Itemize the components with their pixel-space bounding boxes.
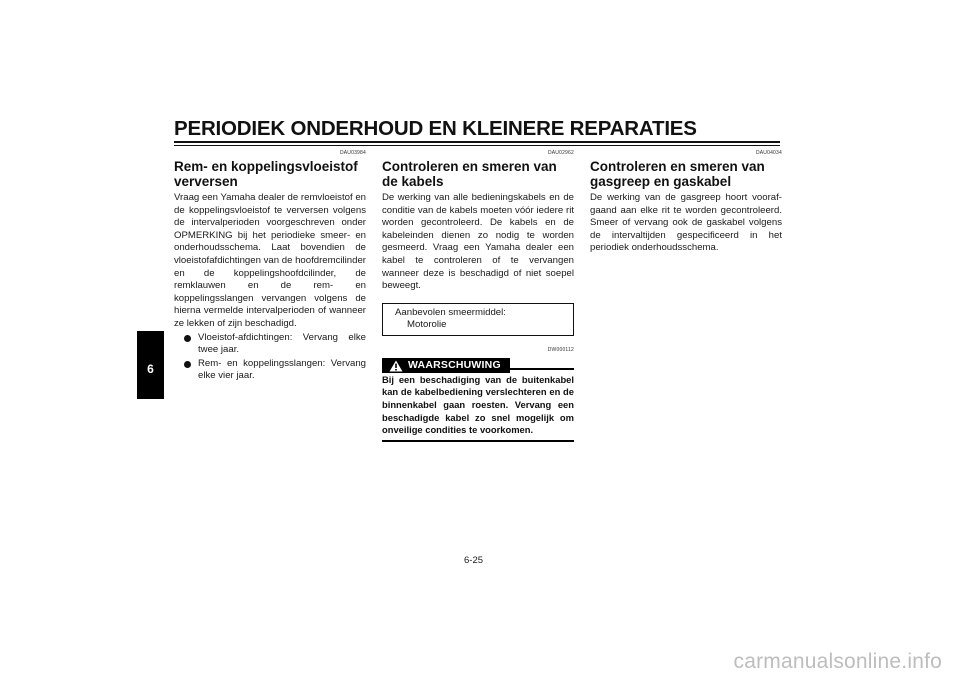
section-body: De werking van de gasgreep hoort vooraf-gaand aan elke rit te worden gecontroleerd. Smeer of vervang ook de gaskabel volgens de intervaltijden gespecificeerd in het periodiek onderhoudsschema. xyxy=(590,192,782,254)
watermark: carmanualsonline.info xyxy=(733,650,942,673)
chapter-tab: 6 xyxy=(137,331,164,399)
section-heading: Controleren en smeren van gasgreep en gaskabel xyxy=(590,159,765,189)
warning-header-rule xyxy=(510,368,574,370)
bullet-list xyxy=(174,332,366,383)
lubricant-label: Aanbevolen smeermiddel: xyxy=(395,306,506,318)
warning-bottom-rule xyxy=(382,440,574,442)
lubricant-box xyxy=(382,303,574,336)
section-heading: Controleren en smeren van de kabels xyxy=(382,159,557,189)
section-heading: Rem- en koppelingsvloeistof verversen xyxy=(174,159,358,189)
column-left xyxy=(174,150,366,384)
bullet-text: Rem- en koppelingsslangen: Vervang elke vier jaar. xyxy=(198,357,366,382)
bullet-dot-icon xyxy=(184,361,191,368)
column-right xyxy=(590,150,782,255)
bullet-item xyxy=(174,332,366,357)
section-code: DAU02962 xyxy=(547,150,574,156)
section-code: DAU04034 xyxy=(755,150,782,156)
warning-badge xyxy=(382,358,510,373)
warning-label: WAARSCHUWING xyxy=(408,358,501,371)
bullet-text: Vloeistof-afdichtingen: Vervang elke twee jaar. xyxy=(198,331,366,356)
warning-header xyxy=(382,355,574,370)
bullet-item xyxy=(174,358,366,383)
section-body: Vraag een Yamaha dealer de remvloeistof en de koppelingsvloeistof te verversen volgens de intervalperioden voorgeschreven onder OPMERKING bij het periodieke smeer- en onderhoudsschema. Laat bovendien de vloeistofafdichtingen van de hoofdremcilinder en de koppelingshoofdcilinder, de remklauwen en de rem- en koppelingsslangen vervangen volgens de hierna vermelde intervalperioden of wanneer ze lekken of zijn beschadigd. xyxy=(174,192,366,329)
page-title: PERIODIEK ONDERHOUD EN KLEINERE REPARATIES xyxy=(174,117,697,140)
column-middle xyxy=(382,150,574,442)
section-code: DAU03984 xyxy=(339,150,366,156)
page-number: 6-25 xyxy=(464,555,484,566)
warning-triangle-icon xyxy=(389,360,403,372)
title-rule-thin xyxy=(174,145,780,146)
title-rule xyxy=(174,141,780,143)
section-body: De werking van alle bedieningskabels en de conditie van de kabels moeten vóór iedere rit worden gecontroleerd. De kabels en de kabeleinden dienen zo nodig te worden gesmeerd. Vraag een Yamaha dealer een kabel te controleren of te vervangen wanneer deze is beschadigd of niet soepel beweegt. xyxy=(382,192,574,292)
bullet-dot-icon xyxy=(184,335,191,342)
lubricant-value: Motorolie xyxy=(407,319,447,331)
warning-text: Bij een beschadiging van de buitenkabel kan de kabelbediening verslechteren en de binnenkabel gaan roesten. Vervang een beschadigde kabel zo snel mogelijk om onveilige condities te voorkomen. xyxy=(382,373,574,436)
warning-code: DW000112 xyxy=(547,346,574,353)
